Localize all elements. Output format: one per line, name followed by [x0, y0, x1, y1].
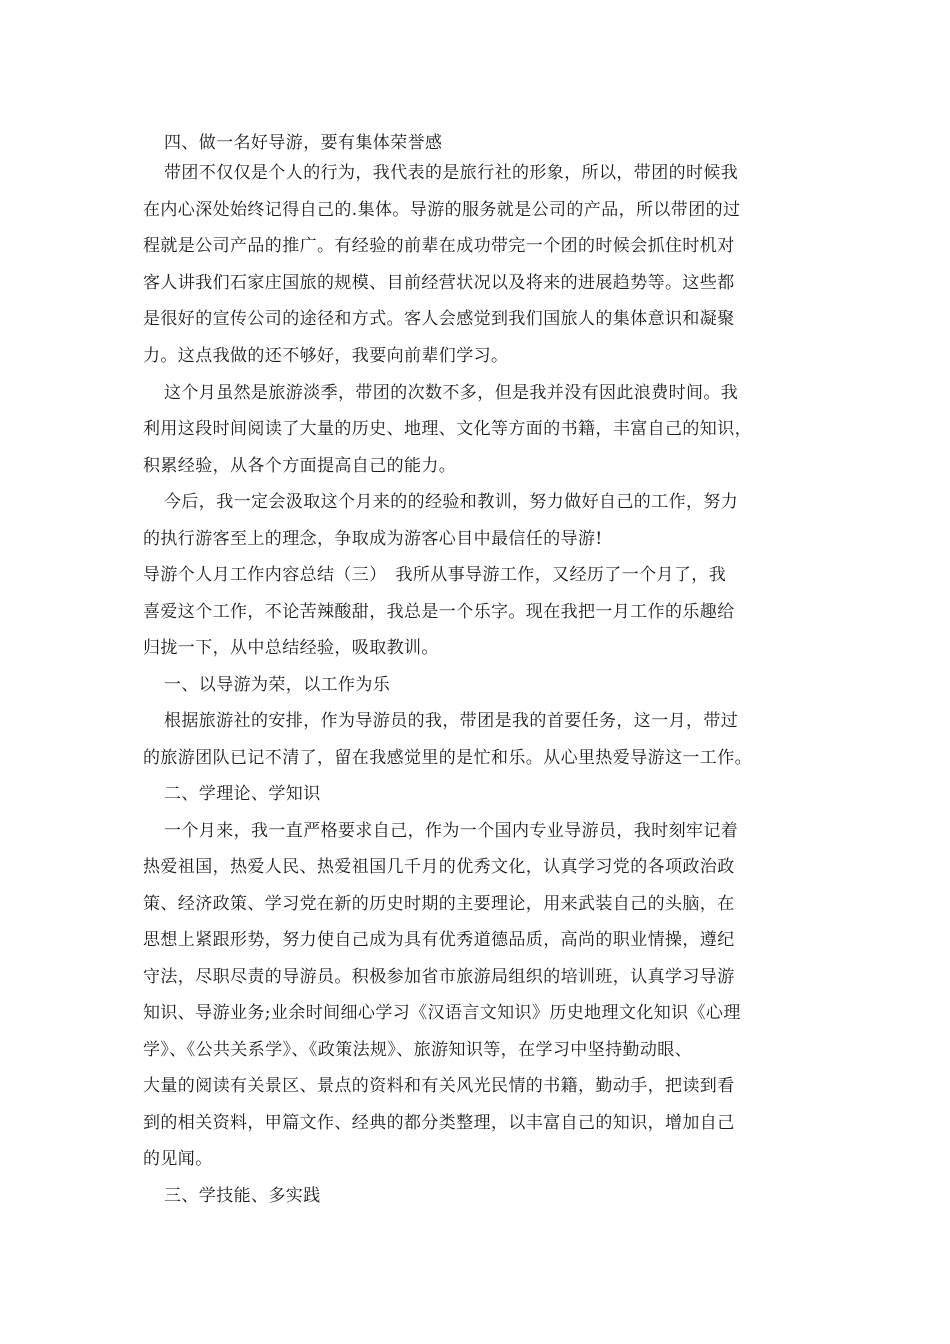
paragraph-line: 守法，尽职尽责的导游员。积极参加省市旅游局组织的培训班，认真学习导游: [143, 967, 735, 987]
paragraph-line: 热爱祖国，热爱人民、热爱祖国几千月的优秀文化，认真学习党的各项政治政: [143, 857, 735, 877]
paragraph-line: 力。这点我做的还不够好，我要向前辈们学习。: [143, 346, 509, 366]
section-heading: 二、学理论、学知识: [164, 784, 321, 804]
section-heading: 四、做一名好导游，要有集体荣誉感: [164, 133, 443, 153]
paragraph-line: 知识、导游业务;业余时间细心学习《汉语言文知识》历史地理文化知识《心理: [143, 1003, 741, 1023]
paragraph-line: 策、经济政策、学习党在新的历史时期的主要理论，用来武装自己的头脑，在: [143, 894, 735, 914]
paragraph-line: 的见闻。: [143, 1149, 213, 1169]
paragraph-line: 到的相关资料，甲篇文作、经典的都分类整理，以丰富自己的知识，增加自己: [143, 1113, 735, 1133]
paragraph-line: 带团不仅仅是个人的行为，我代表的是旅行社的形象，所以，带团的时候我: [164, 163, 739, 183]
section-heading: 一、以导游为荣，以工作为乐: [164, 675, 391, 695]
paragraph-line: 积累经验，从各个方面提高自己的能力。: [143, 456, 457, 476]
paragraph-line: 喜爱这个工作，不论苦辣酸甜，我总是一个乐字。现在我把一月工作的乐趣给: [143, 602, 735, 622]
paragraph-line: 学》、《公共关系学》、《政策法规》、旅游知识等，在学习中坚持勤动眼、: [143, 1040, 693, 1060]
paragraph-line: 今后，我一定会汲取这个月来的的经验和教训，努力做好自己的工作，努力: [164, 492, 739, 512]
paragraph-line: 客人讲我们石家庄国旅的规模、目前经营状况以及将来的进展趋势等。这些都: [143, 273, 735, 293]
paragraph-line: 思想上紧跟形势，努力使自己成为具有优秀道德品质，高尚的职业情操，遵纪: [143, 930, 735, 950]
paragraph-line: 利用这段时间阅读了大量的历史、地理、文化等方面的书籍，丰富自己的知识，: [143, 419, 752, 439]
paragraph-line: 大量的阅读有关景区、景点的资料和有关风光民情的书籍，勤动手，把读到看: [143, 1076, 735, 1096]
paragraph-line: 归拢一下，从中总结经验，吸取教训。: [143, 638, 439, 658]
paragraph-line: 的执行游客至上的理念，争取成为游客心目中最信任的导游!: [143, 529, 603, 549]
paragraph-line: 一个月来，我一直严格要求自己，作为一个国内专业导游员，我时刻牢记着: [164, 821, 739, 841]
paragraph-line: 根据旅游社的安排，作为导游员的我，带团是我的首要任务，这一月，带过: [164, 711, 739, 731]
paragraph-line: 这个月虽然是旅游淡季，带团的次数不多，但是我并没有因此浪费时间。我: [164, 383, 739, 403]
section-heading: 三、学技能、多实践: [164, 1186, 321, 1206]
paragraph-line: 在内心深处始终记得自己的.集体。导游的服务就是公司的产品，所以带团的过: [143, 200, 741, 220]
paragraph-line: 的旅游团队已记不清了，留在我感觉里的是忙和乐。从心里热爱导游这一工作。: [143, 748, 752, 768]
paragraph-line: 程就是公司产品的推广。有经验的前辈在成功带完一个团的时候会抓住时机对: [143, 236, 735, 256]
paragraph-line: 是很好的宣传公司的途径和方式。客人会感觉到我们国旅人的集体意识和凝聚: [143, 309, 735, 329]
article-title-line: 导游个人月工作内容总结（三） 我所从事导游工作，又经历了一个月了，我: [143, 565, 727, 585]
